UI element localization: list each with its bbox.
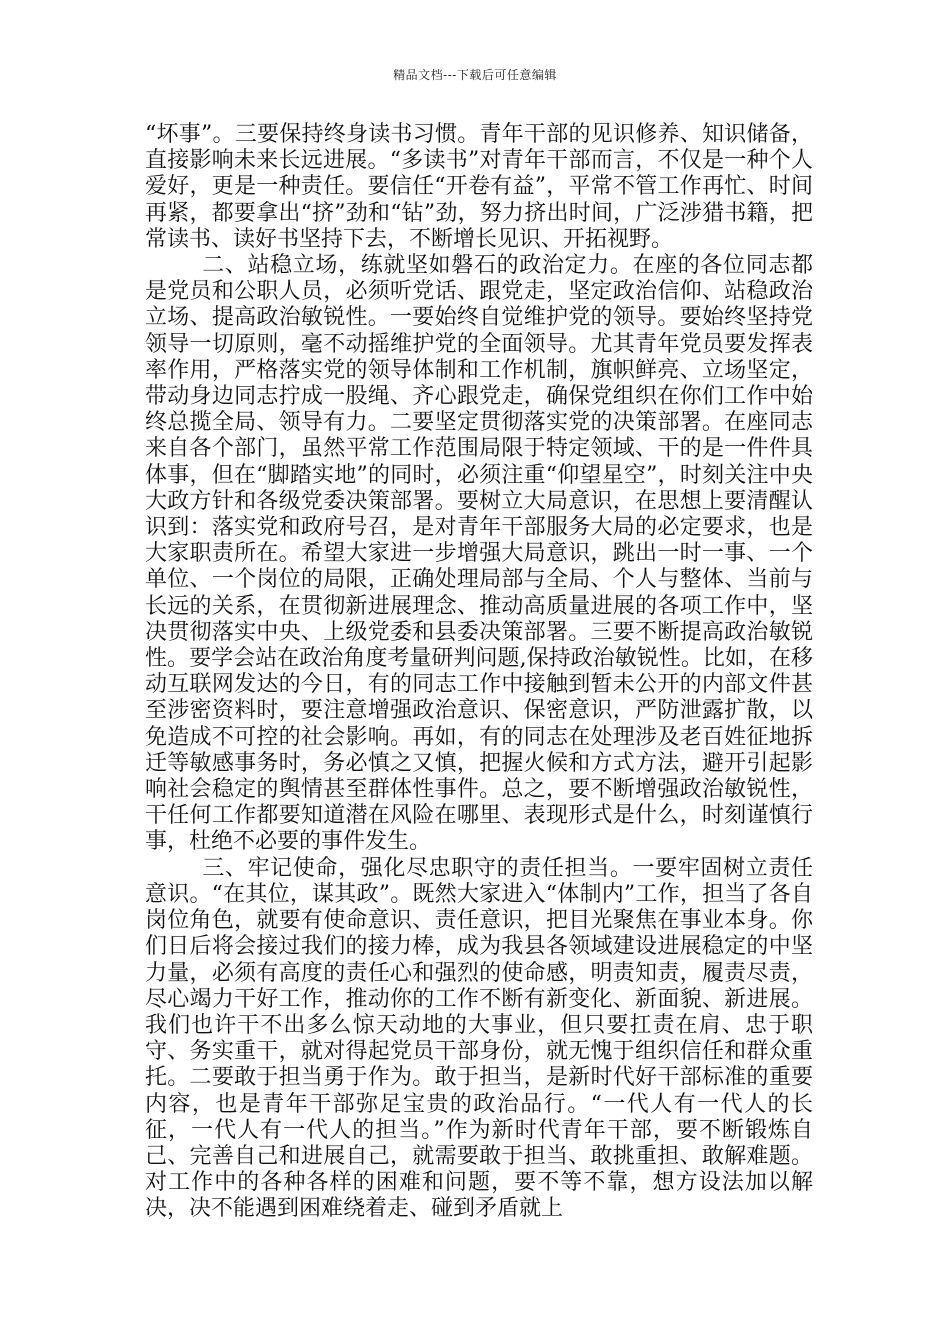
page-header: 精品文档---下载后可任意编辑 bbox=[393, 68, 557, 82]
paragraph-continuation: “坏事”。三要保持终身读书习惯。青年干部的见识修养、知识储备，直接影响未来长远进展。“多读书”对青年干部而言，不仅是一种个人爱好，更是一种责任。要信任“开卷有益”，平常不管工作再忙、时间再紧，都要拿出“挤”劲和“钻”劲，努力挤出时间，广泛涉猎书籍，把常读书、读好书坚持下去，不断增长见识、开拓视野。 bbox=[145, 122, 813, 252]
paragraph-section-two: 二、站稳立场，练就坚如磐石的政治定力。在座的各位同志都是党员和公职人员，必须听党话、跟党走，坚定政治信仰、站稳政治立场、提高政治敏锐性。一要始终自觉维护党的领导。要始终坚持党领导一切原则，毫不动摇维护党的全面领导。尤其青年党员要发挥表率作用，严格落实党的领导体制和工作机制，旗帜鲜亮、立场坚定，带动身边同志拧成一股绳、齐心跟党走，确保党组织在你们工作中始终总揽全局、领导有力。二要坚定贯彻落实党的决策部署。在座同志来自各个部门，虽然平常工作范围局限于特定领域、干的是一件件具体事，但在“脚踏实地”的同时，必须注重“仰望星空”，时刻关注中央大政方针和各级党委决策部署。要树立大局意识，在思想上要清醒认识到：落实党和政府号召，是对青年干部服务大局的必定要求，也是大家职责所在。希望大家进一步增强大局意识，跳出一时一事、一个单位、一个岗位的局限，正确处理局部与全局、个人与整体、当前与长远的关系，在贯彻新进展理念、推动高质量进展的各项工作中，坚决贯彻落实中央、上级党委和县委决策部署。三要不断提高政治敏锐性。要学会站在政治角度考量研判问题,保持政治敏锐性。比如，在移动互联网发达的今日，有的同志工作中接触到暂未公开的内部文件甚至涉密资料时，要注意增强政治意识、保密意识，严防泄露扩散，以免造成不可控的社会影响。再如，有的同志在处理涉及老百姓征地拆迁等敏感事务时，务必慎之又慎，把握火候和方式方法，避开引起影响社会稳定的舆情甚至群体性事件。总之，要不断增强政治敏锐性，干任何工作都要知道潜在风险在哪里、表现形式是什么，时刻谨慎行事，杜绝不必要的事件发生。 bbox=[145, 253, 813, 855]
document-body bbox=[145, 122, 813, 1223]
paragraph-section-three: 三、牢记使命，强化尽忠职守的责任担当。一要牢固树立责任意识。“在其位，谋其政”。既然大家进入“体制内”工作，担当了各自岗位角色，就要有使命意识、责任意识，把目光聚焦在事业本身。你们日后将会接过我们的接力棒，成为我县各领域建设进展稳定的中坚力量，必须有高度的责任心和强烈的使命感，明责知责，履责尽责，尽心竭力干好工作，推动你的工作不断有新变化、新面貌、新进展。我们也许干不出多么惊天动地的大事业，但只要扛责在肩、忠于职守、务实重干，就对得起党员干部身份，就无愧于组织信任和群众重托。二要敢于担当勇于作为。敢于担当，是新时代好干部标准的重要内容，也是青年干部弥足宝贵的政治品行。“一代人有一代人的长征，一代人有一代人的担当。”作为新时代青年干部，要不断锻炼自己、完善自己和进展自己，就需要敢于担当、敢挑重担、敢解难题。对工作中的各种各样的困难和问题，要不等不靠，想方设法加以解决，决不能遇到困难绕着走、碰到矛盾就上 bbox=[145, 855, 813, 1222]
